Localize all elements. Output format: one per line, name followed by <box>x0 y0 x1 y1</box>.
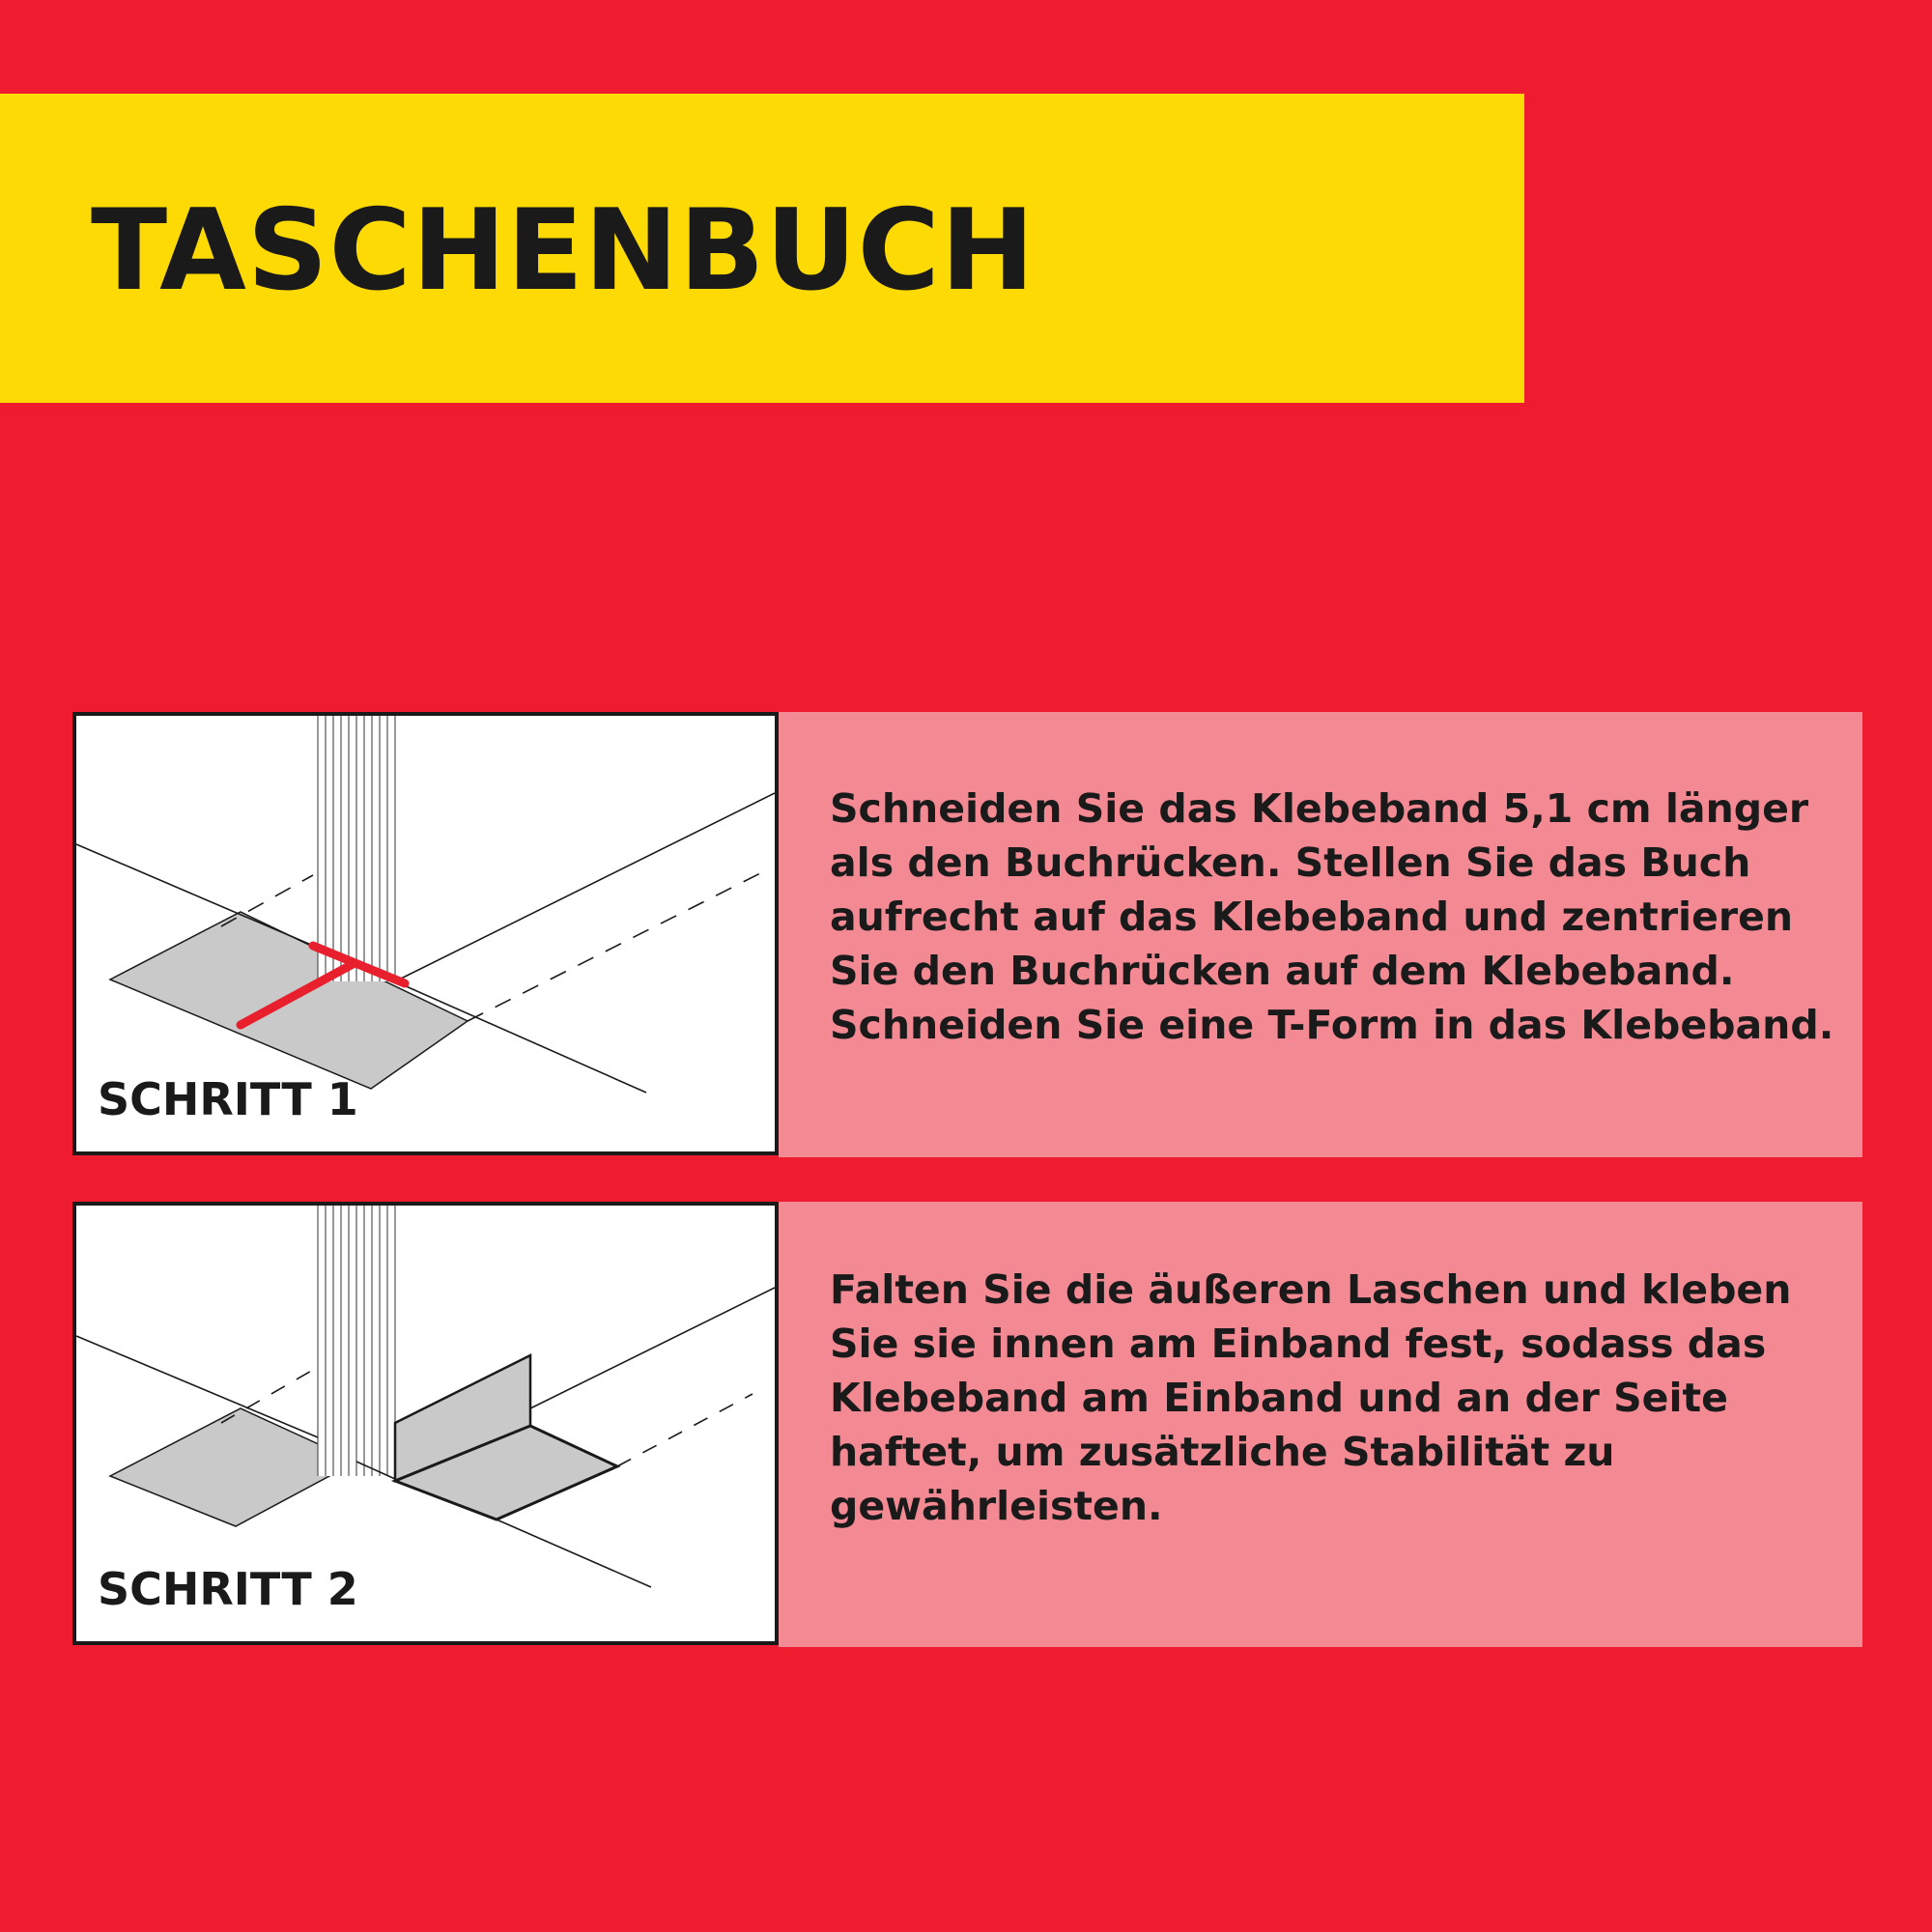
step-2-label: SCHRITT 2 <box>98 1563 358 1615</box>
step-1-illustration <box>72 712 779 1155</box>
step-2-text-panel <box>779 1202 1862 1647</box>
page-title: TASCHENBUCH <box>91 185 1036 316</box>
step-1-text-panel <box>779 712 1862 1157</box>
step-2-instructions: Falten Sie die äußeren Laschen und kleben Sie sie innen am Einband fest, sodass das Klebeband am Einband und an der Seite haftet, um zusätzliche Stabilität zu gewährleisten. <box>830 1266 1792 1529</box>
step-1-label: SCHRITT 1 <box>98 1073 358 1125</box>
step-2-illustration <box>72 1202 779 1645</box>
step-1-instructions: Schneiden Sie das Klebeband 5,1 cm länger als den Buchrücken. Stellen Sie das Buch aufrecht auf das Klebeband und zentrieren Sie den Buchrücken auf dem Klebeband. Schneiden Sie eine T-Form in das Klebeband. <box>830 785 1834 1048</box>
